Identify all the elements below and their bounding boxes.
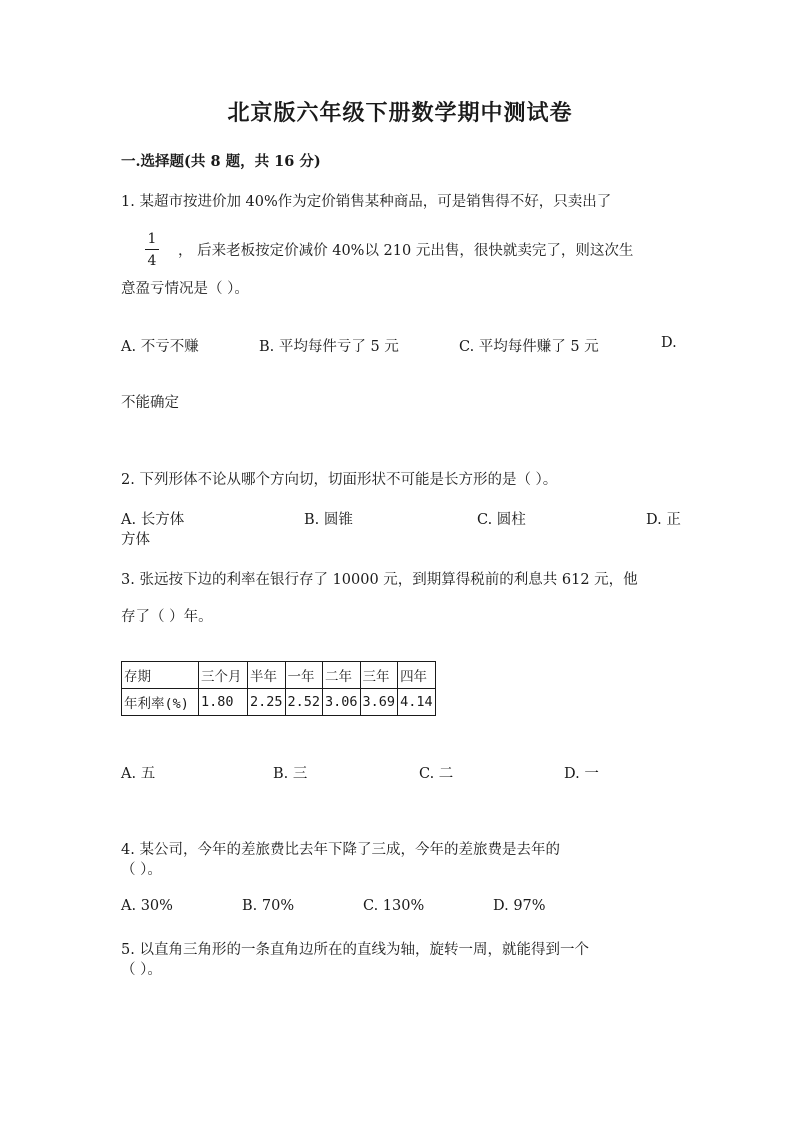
table-cell: 一年 [285, 662, 323, 689]
table-cell: 2.25 [248, 689, 286, 716]
q4-option-a: A. 30% [121, 898, 173, 914]
q3-option-a: A. 五 [121, 766, 156, 782]
q1-option-a: A. 不亏不赚 [121, 339, 199, 355]
q3-option-d: D. 一 [564, 766, 599, 782]
q4-line-1: 4. 某公司，今年的差旅费比去年下降了三成，今年的差旅费是去年的 [121, 842, 560, 858]
q3-option-c: C. 二 [419, 766, 454, 782]
table-cell: 三年 [360, 662, 398, 689]
table-cell: 年利率(%) [122, 689, 199, 716]
table-cell: 二年 [323, 662, 361, 689]
page-title: 北京版六年级下册数学期中测试卷 [227, 100, 573, 126]
table-cell: 四年 [398, 662, 436, 689]
q5-line-2: （ ）。 [121, 962, 162, 978]
table-cell: 3.06 [323, 689, 361, 716]
q1-fraction-numerator: 1 [147, 231, 157, 247]
table-cell: 三个月 [199, 662, 248, 689]
q1-fraction [145, 232, 159, 268]
interest-rate-table [121, 661, 436, 716]
q4-option-d: D. 97% [493, 898, 546, 914]
q5-line-1: 5. 以直角三角形的一条直角边所在的直线为轴，旋转一周，就能得到一个 [121, 942, 589, 958]
q1-option-b: B. 平均每件亏了 5 元 [259, 339, 399, 355]
q1-line-1: 1. 某超市按进价加 40%作为定价销售某种商品，可是销售得不好，只卖出了 [121, 194, 612, 210]
q4-option-b: B. 70% [242, 898, 295, 914]
q3-option-b: B. 三 [273, 766, 308, 782]
q1-option-c: C. 平均每件赚了 5 元 [459, 339, 599, 355]
table-row [122, 689, 436, 716]
table-header-row [122, 662, 436, 689]
table-cell: 1.80 [199, 689, 248, 716]
table-cell: 2.52 [285, 689, 323, 716]
table-cell: 4.14 [398, 689, 436, 716]
q1-option-d-text: 不能确定 [121, 395, 179, 411]
q2-option-a: A. 长方体 [121, 512, 185, 528]
q2-option-d-text: 方体 [121, 532, 150, 548]
table-cell: 存期 [122, 662, 199, 689]
q4-line-2: （ ）。 [121, 862, 162, 878]
q4-option-c: C. 130% [363, 898, 425, 914]
q2-option-b: B. 圆锥 [304, 512, 353, 528]
q3-line-2: 存了（ ）年。 [121, 609, 213, 625]
table-cell: 3.69 [360, 689, 398, 716]
table-cell: 半年 [248, 662, 286, 689]
q2-option-d: D. 正 [646, 512, 681, 528]
q1-option-d: D. [661, 335, 677, 351]
q1-line-3: 意盈亏情况是（ ）。 [121, 281, 249, 297]
q3-line-1: 3. 张远按下边的利率在银行存了 10000 元，到期算得税前的利息共 612 元，他 [121, 572, 638, 588]
q1-fraction-bar [145, 249, 159, 250]
section-heading: 一.选择题(共 8 题，共 16 分) [121, 153, 321, 170]
q1-fraction-denominator: 4 [147, 253, 157, 269]
q1-line-2: ， 后来老板按定价减价 40%以 210 元出售，很快就卖完了，则这次生 [178, 243, 634, 259]
q2-line-1: 2. 下列形体不论从哪个方向切，切面形状不可能是长方形的是（ ）。 [121, 472, 558, 488]
q2-option-c: C. 圆柱 [477, 512, 526, 528]
